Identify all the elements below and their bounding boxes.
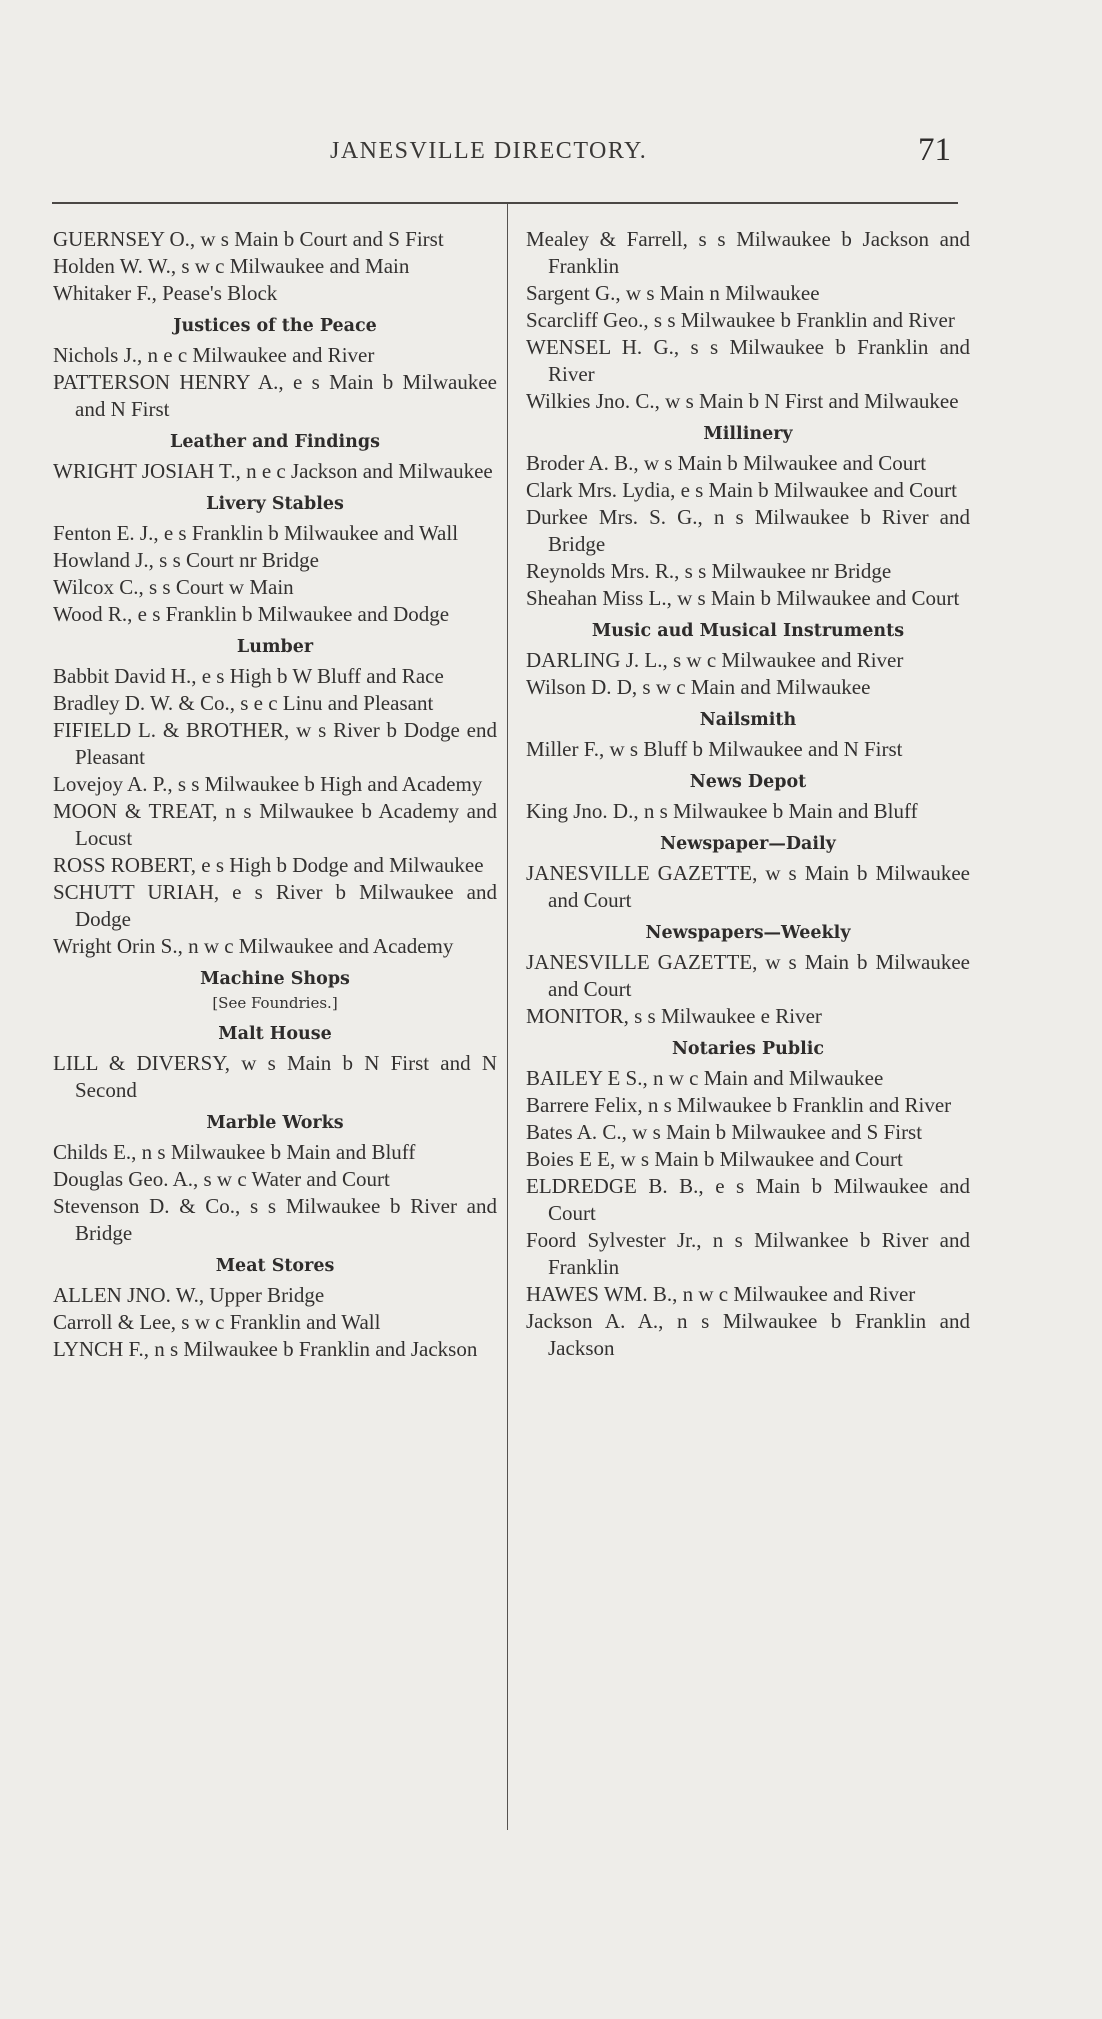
- category-heading: Leather and Findings: [170, 432, 380, 452]
- directory-entry: Broder A. B., w s Main b Milwaukee and Court: [526, 451, 927, 475]
- directory-entry: DARLING J. L., s w c Milwaukee and River: [526, 648, 904, 672]
- directory-entry: Durkee Mrs. S. G., n s Milwaukee b River and Bridge: [526, 505, 970, 556]
- category-heading: Meat Stores: [215, 1256, 335, 1276]
- directory-entry: FIFIELD L. & BROTHER, w s River b Dodge end Pleasant: [53, 718, 497, 769]
- category-heading: Lumber: [236, 637, 314, 657]
- directory-entry: Mealey & Farrell, s s Milwaukee b Jackson and Franklin: [526, 227, 970, 278]
- directory-entry: Douglas Geo. A., s w c Water and Court: [53, 1167, 390, 1191]
- directory-entry: Wilkies Jno. C., w s Main b N First and Milwaukee: [526, 389, 959, 413]
- directory-entry: Reynolds Mrs. R., s s Milwaukee nr Bridge: [526, 559, 892, 583]
- directory-entry: Howland J., s s Court nr Bridge: [53, 548, 319, 572]
- directory-entry: Jackson A. A., n s Milwaukee b Franklin and Jackson: [526, 1309, 970, 1360]
- category-heading: Machine Shops: [200, 969, 350, 989]
- right-column: [526, 226, 970, 1362]
- category-heading: Notaries Public: [671, 1039, 825, 1059]
- directory-entry: Barrere Felix, n s Milwaukee b Franklin and River: [526, 1093, 952, 1117]
- directory-entry: Childs E., n s Milwaukee b Main and Bluff: [53, 1140, 416, 1164]
- directory-entry: ROSS ROBERT, e s High b Dodge and Milwaukee: [53, 853, 484, 877]
- directory-entry: JANESVILLE GAZETTE, w s Main b Milwaukee and Court: [526, 950, 970, 1001]
- category-heading: Justices of the Peace: [173, 316, 377, 336]
- directory-entry: Stevenson D. & Co., s s Milwaukee b River and Bridge: [53, 1194, 497, 1245]
- directory-entry: WRIGHT JOSIAH T., n e c Jackson and Milwaukee: [53, 459, 493, 483]
- running-title: JANESVILLE DIRECTORY.: [330, 138, 648, 164]
- directory-entry: Bradley D. W. & Co., s e c Linu and Pleasant: [53, 691, 434, 715]
- cross-reference-note: [See Foundries.]: [212, 994, 338, 1012]
- directory-entry: Wright Orin S., n w c Milwaukee and Academy: [53, 934, 454, 958]
- directory-entry: Sheahan Miss L., w s Main b Milwaukee and Court: [526, 586, 960, 610]
- category-heading: Newspaper—Daily: [660, 834, 836, 854]
- directory-entry: Bates A. C., w s Main b Milwaukee and S First: [526, 1120, 923, 1144]
- directory-entry: HAWES WM. B., n w c Milwaukee and River: [526, 1282, 916, 1306]
- directory-entry: Clark Mrs. Lydia, e s Main b Milwaukee and Court: [526, 478, 958, 502]
- page-number: 71: [918, 132, 951, 168]
- directory-entry: Carroll & Lee, s w c Franklin and Wall: [53, 1310, 381, 1334]
- directory-entry: GUERNSEY O., w s Main b Court and S First: [53, 227, 444, 251]
- directory-entry: MONITOR, s s Milwaukee e River: [526, 1004, 822, 1028]
- category-heading: Nailsmith: [699, 710, 797, 730]
- directory-entry: Sargent G., w s Main n Milwaukee: [526, 281, 820, 305]
- directory-entry: Holden W. W., s w c Milwaukee and Main: [53, 254, 410, 278]
- directory-entry: Scarcliff Geo., s s Milwaukee b Franklin and River: [526, 308, 955, 332]
- directory-entry: Miller F., w s Bluff b Milwaukee and N First: [526, 737, 903, 761]
- directory-entry: Nichols J., n e c Milwaukee and River: [53, 343, 375, 367]
- directory-entry: Boies E E, w s Main b Milwaukee and Court: [526, 1147, 903, 1171]
- directory-entry: PATTERSON HENRY A., e s Main b Milwaukee and N First: [53, 370, 497, 421]
- directory-entry: Wilson D. D, s w c Main and Milwaukee: [526, 675, 871, 699]
- directory-entry: Fenton E. J., e s Franklin b Milwaukee and Wall: [53, 521, 459, 545]
- header-rule: [52, 202, 958, 204]
- directory-entry: SCHUTT URIAH, e s River b Milwaukee and Dodge: [53, 880, 497, 931]
- category-heading: Millinery: [703, 424, 793, 444]
- directory-entry: ALLEN JNO. W., Upper Bridge: [53, 1283, 325, 1307]
- category-heading: Newspapers—Weekly: [645, 923, 851, 943]
- category-heading: News Depot: [689, 772, 807, 792]
- left-column: [53, 226, 497, 1363]
- directory-entry: ELDREDGE B. B., e s Main b Milwaukee and Court: [526, 1174, 970, 1225]
- directory-entry: WENSEL H. G., s s Milwaukee b Franklin and River: [526, 335, 970, 386]
- directory-entry: Lovejoy A. P., s s Milwaukee b High and Academy: [53, 772, 483, 796]
- directory-entry: LILL & DIVERSY, w s Main b N First and N Second: [53, 1051, 497, 1102]
- directory-entry: Babbit David H., e s High b W Bluff and Race: [53, 664, 444, 688]
- page-header: [0, 134, 1102, 174]
- directory-entry: King Jno. D., n s Milwaukee b Main and Bluff: [526, 799, 918, 823]
- category-heading: Music aud Musical Instruments: [591, 621, 905, 641]
- directory-entry: LYNCH F., n s Milwaukee b Franklin and Jackson: [53, 1337, 478, 1361]
- category-heading: Malt House: [218, 1024, 332, 1044]
- column-divider: [507, 204, 508, 1830]
- directory-entry: MOON & TREAT, n s Milwaukee b Academy and Locust: [53, 799, 497, 850]
- category-heading: Marble Works: [206, 1113, 344, 1133]
- directory-entry: BAILEY E S., n w c Main and Milwaukee: [526, 1066, 884, 1090]
- directory-entry: Whitaker F., Pease's Block: [53, 281, 278, 305]
- directory-entry: Wood R., e s Franklin b Milwaukee and Dodge: [53, 602, 450, 626]
- category-heading: Livery Stables: [206, 494, 344, 514]
- directory-entry: Wilcox C., s s Court w Main: [53, 575, 294, 599]
- directory-entry: JANESVILLE GAZETTE, w s Main b Milwaukee and Court: [526, 861, 970, 912]
- directory-entry: Foord Sylvester Jr., n s Milwankee b River and Franklin: [526, 1228, 970, 1279]
